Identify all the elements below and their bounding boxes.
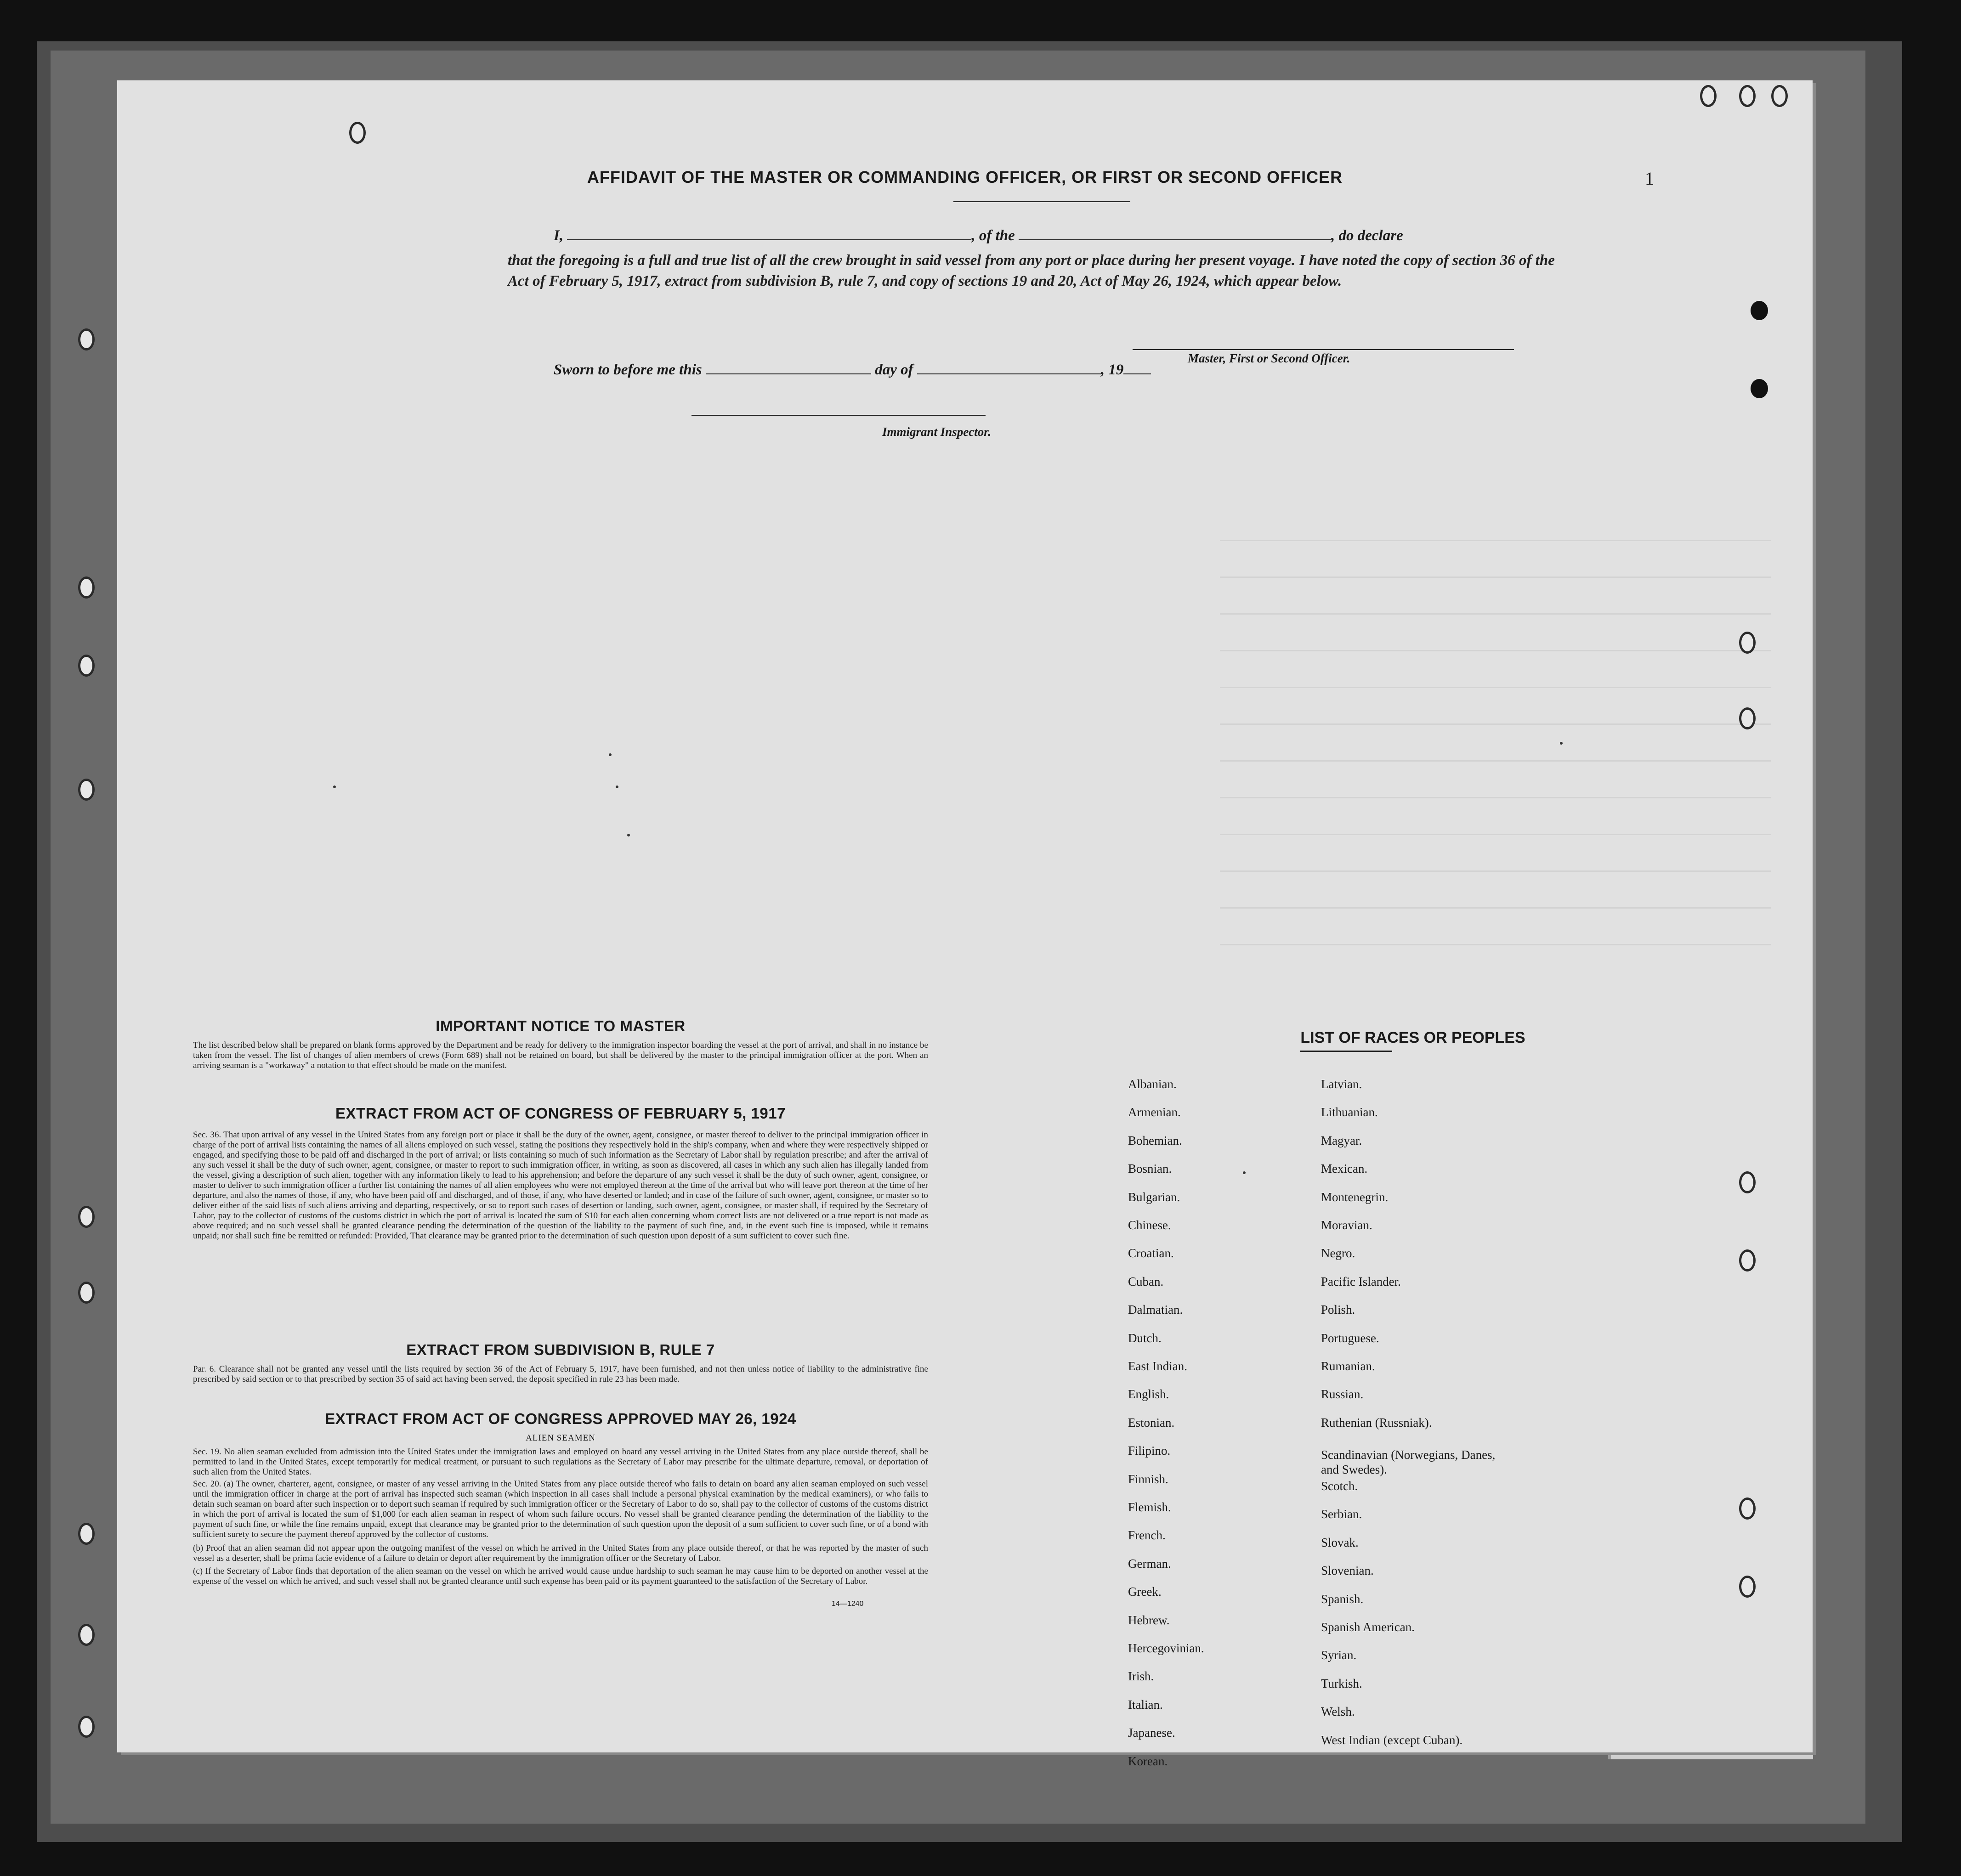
- race-item: Ruthenian (Russniak).: [1321, 1415, 1432, 1430]
- sworn-day-of: day of: [875, 362, 913, 378]
- race-item: Scotch.: [1321, 1479, 1358, 1493]
- punch-hole: [1739, 1576, 1756, 1598]
- race-item: Bosnian.: [1128, 1162, 1172, 1176]
- race-item: English.: [1128, 1387, 1169, 1401]
- speck: [627, 834, 630, 836]
- race-item: Greek.: [1128, 1585, 1162, 1599]
- race-item: Negro.: [1321, 1246, 1355, 1260]
- sec20b-text: (b) Proof that an alien seaman did not appear upon the outgoing manifest of the vessel on which he arrived in the United States from any place outside thereof, or that he was reported by the master of such vessel as a deserter, shall be prima facie evidence of a failure to detain or deport after requirement by the immigration officer or the Secretary of Labor.: [193, 1543, 928, 1563]
- form-number: 14—1240: [832, 1600, 864, 1608]
- name-blank[interactable]: [567, 226, 971, 240]
- race-item: Finnish.: [1128, 1472, 1168, 1486]
- extract-rule7-text: Par. 6. Clearance shall not be granted any vessel until the lists required by section 36 of the Act of February 5, 1917, have been furnished, and not then unless notice of liability to the administrative fine prescribed by said section or to that prescribed by section 35 of said act having been served, the deposit specified in rule 23 has been made.: [193, 1364, 928, 1384]
- punch-hole: [78, 1624, 95, 1646]
- race-item: Estonian.: [1128, 1415, 1175, 1430]
- race-item: Hercegovinian.: [1128, 1641, 1204, 1655]
- punch-hole: [78, 328, 95, 350]
- sworn-line: [554, 362, 1151, 379]
- notice-heading: IMPORTANT NOTICE TO MASTER: [436, 1017, 686, 1034]
- race-item: Portuguese.: [1321, 1331, 1379, 1345]
- race-item: Chinese.: [1128, 1218, 1171, 1232]
- extract-1917-text: Sec. 36. That upon arrival of any vessel in the United States from any foreign port or place it shall be the duty of the owner, agent, consignee, or master thereof to deliver to the principal immigration officer in charge of the port of arrival lists containing the names of all aliens employed on such vessel, stating the positions they respectively hold in the ship's company, when and where they were respectively shipped or engaged, and specifying those to be paid off and discharged in the port of arrival; or lists containing so much of such information as the Secretary of Labor shall by regulation prescribe; and after the arrival of any such vessel it shall be the duty of such owner, agent, consignee, or master to report to such immigration officer, in writing, as soon as discovered, all cases in which any such alien has illegally landed from the vessel, giving a description of such alien, together with any information likely to lead to his apprehension; and before the departure of any such vessel it shall be the duty of such owner, agent, consignee, or master to deliver to such immigration officer a further list containing the names of all alien employees who were not employed thereon at the time of the arrival but who will leave port thereon at the time of her departure, and also the names of those, if any, who have been paid off and discharged, and of those, if any, who have deserted or landed; and in case of the failure of such owner, agent, consignee, or master so to deliver either of the said lists of such aliens arriving and departing, respectively, or so to report such cases of desertion or landing, such owner, agent, consignee, or master shall, if required by the Secretary of Labor, pay to the collector of customs of the customs district in which the port of arrival is located the sum of $10 for each alien concerning whom correct lists are not delivered or a true report is not made as above required; and no such vessel shall be granted clearance pending the determination of the question of the liability to the payment of such fine, and, in the event such fine is imposed, while it remains unpaid; nor shall such fine be remitted or refunded: Provided, That clearance may be granted prior to the determination of such question upon deposit of a sum sufficient to cover such fine.: [193, 1130, 928, 1241]
- race-item: Pacific Islander.: [1321, 1274, 1401, 1288]
- race-item: Albanian.: [1128, 1077, 1177, 1091]
- race-item: Cuban.: [1128, 1274, 1164, 1288]
- race-item: Filipino.: [1128, 1444, 1171, 1458]
- vessel-blank[interactable]: [1019, 226, 1331, 240]
- race-item: Irish.: [1128, 1669, 1154, 1684]
- punch-hole: [1739, 85, 1756, 107]
- punch-hole: [78, 576, 95, 599]
- master-label: Master, First or Second Officer.: [1188, 351, 1350, 365]
- affidavit-of-the: , of the: [971, 227, 1015, 244]
- punch-hole: [1739, 1249, 1756, 1271]
- title-rule: [953, 201, 1130, 202]
- race-item: Russian.: [1321, 1387, 1364, 1401]
- affidavit-declaration-line: [554, 226, 1403, 244]
- punch-hole: [1751, 301, 1768, 320]
- race-item: Moravian.: [1321, 1218, 1372, 1232]
- speck: [333, 785, 336, 788]
- race-item: Bohemian.: [1128, 1133, 1182, 1147]
- punch-hole: [1771, 85, 1788, 107]
- race-item: Slovenian.: [1321, 1564, 1374, 1578]
- race-item: Lithuanian.: [1321, 1105, 1378, 1119]
- affidavit-i: I,: [554, 227, 564, 244]
- races-heading: LIST OF RACES OR PEOPLES: [1300, 1029, 1525, 1046]
- inspector-label: Immigrant Inspector.: [882, 425, 992, 439]
- sworn-year: , 19: [1100, 362, 1124, 378]
- speck: [1560, 742, 1563, 745]
- affidavit-title: AFFIDAVIT OF THE MASTER OR COMMANDING OFFICER, OR FIRST OR SECOND OFFICER: [587, 168, 1343, 186]
- punch-hole: [1751, 379, 1768, 398]
- speck: [616, 785, 618, 788]
- punch-hole: [78, 1206, 95, 1228]
- sec19-text: Sec. 19. No alien seaman excluded from admission into the United States under the immigration laws and employed on board any vessel arriving in the United States from any place outside thereof, shall be permitted to land in the United States, except temporarily for medical treatment, or pursuant to such regulations as the Secretary of Labor may prescribe for the ultimate departure, removal, or deportation of such alien from the United States.: [193, 1447, 928, 1477]
- punch-hole: [1739, 707, 1756, 729]
- race-item: Korean.: [1128, 1754, 1168, 1768]
- race-item: Serbian.: [1321, 1507, 1362, 1521]
- speck: [609, 753, 612, 756]
- race-item: Turkish.: [1321, 1676, 1362, 1690]
- sworn-prefix: Sworn to before me this: [554, 362, 702, 378]
- page-number: 1: [1645, 168, 1654, 189]
- punch-hole: [78, 655, 95, 677]
- race-item: German.: [1128, 1556, 1171, 1571]
- race-item: Flemish.: [1128, 1500, 1171, 1514]
- race-item: Polish.: [1321, 1303, 1355, 1317]
- punch-hole: [1739, 1497, 1756, 1520]
- race-item: Armenian.: [1128, 1105, 1181, 1119]
- race-item: Japanese.: [1128, 1726, 1175, 1740]
- punch-hole: [78, 1523, 95, 1545]
- race-item: Rumanian.: [1321, 1359, 1375, 1373]
- sec20a-text: Sec. 20. (a) The owner, charterer, agent, consignee, or master of any vessel arriving in the United States from any place outside thereof who fails to detain on board any alien seaman employed on such vessel until the immigration officer in charge at the port of arrival has inspected such seaman (which inspection in all cases shall include a personal physical examination by the medical examiners), or who fails to detain such seaman on board after such inspection or to deport such seaman if required by such immigration officer or the Secretary of Labor to do so, shall pay to the collector of customs of the customs district in which the port of arrival is located the sum of $1,000 for each alien seaman in respect of whom such failure occurs. No vessel shall be granted clearance pending the determination of the liability to the payment of such fine, or while the fine remains unpaid, except that clearance may be granted prior to the determination of such question upon the deposit of a sum sufficient to cover such fine, or of a bond with sufficient surety to secure the payment thereof approved by the collector of customs.: [193, 1479, 928, 1539]
- punch-hole: [1739, 1171, 1756, 1193]
- speck: [1243, 1171, 1246, 1174]
- race-item: Magyar.: [1321, 1133, 1362, 1147]
- race-item: West Indian (except Cuban).: [1321, 1733, 1463, 1747]
- race-item: French.: [1128, 1528, 1166, 1543]
- race-item: Latvian.: [1321, 1077, 1362, 1091]
- year-blank[interactable]: [1123, 362, 1151, 374]
- races-rule: [1300, 1051, 1392, 1052]
- extract-1917-heading: EXTRACT FROM ACT OF CONGRESS OF FEBRUARY 5, 1917: [335, 1105, 786, 1122]
- race-item: Hebrew.: [1128, 1613, 1170, 1627]
- race-item: Syrian.: [1321, 1648, 1357, 1662]
- punch-hole: [78, 1716, 95, 1738]
- race-item: Spanish American.: [1321, 1620, 1415, 1634]
- document-page: [117, 80, 1813, 1768]
- affidavit-do-declare: , do declare: [1331, 227, 1403, 244]
- extract-1924-heading: EXTRACT FROM ACT OF CONGRESS APPROVED MAY 26, 1924: [325, 1410, 796, 1427]
- punch-hole: [1700, 85, 1717, 107]
- race-item: Welsh.: [1321, 1705, 1355, 1719]
- race-item: Slovak.: [1321, 1535, 1359, 1549]
- race-item: Italian.: [1128, 1697, 1163, 1712]
- race-item: Bulgarian.: [1128, 1190, 1180, 1204]
- race-item: East Indian.: [1128, 1359, 1187, 1373]
- notice-text: The list described below shall be prepared on blank forms approved by the Department and be ready for delivery to the immigration inspector boarding the vessel at the port of arrival, and shall in no instance be taken from the vessel. The list of changes of alien members of crews (Form 689) shall not be retained on board, but shall be delivered by the master to the principal immigration officer at the port. When an arriving seaman is a "workaway" a notation to that effect should be made on the manifest.: [193, 1040, 928, 1070]
- race-item: Dutch.: [1128, 1331, 1162, 1345]
- day-blank[interactable]: [706, 362, 871, 374]
- month-blank[interactable]: [917, 362, 1101, 374]
- punch-hole: [78, 1282, 95, 1304]
- race-item: Dalmatian.: [1128, 1303, 1183, 1317]
- alien-seamen-heading: ALIEN SEAMEN: [526, 1433, 595, 1443]
- race-item: Mexican.: [1321, 1162, 1368, 1176]
- affidavit-paragraph: that the foregoing is a full and true list of all the crew brought in said vessel from any port or place during her present voyage. I have noted the copy of section 36 of the Act of February 5, 1917, extract from subdivision B, rule 7, and copy of sections 19 and 20, Act of May 26, 1924, which appear below.: [508, 252, 1555, 289]
- inspector-signature-line[interactable]: [691, 415, 986, 416]
- extract-rule7-heading: EXTRACT FROM SUBDIVISION B, RULE 7: [406, 1341, 715, 1358]
- race-item: Croatian.: [1128, 1246, 1174, 1260]
- punch-hole: [1739, 632, 1756, 654]
- race-item: Spanish.: [1321, 1592, 1364, 1606]
- race-item: Montenegrin.: [1321, 1190, 1389, 1204]
- punch-hole: [78, 779, 95, 801]
- punch-hole: [349, 122, 366, 144]
- race-item: Scandinavian (Norwegians, Danes, and Swedes).: [1321, 1448, 1496, 1477]
- sec20c-text: (c) If the Secretary of Labor finds that deportation of the alien seaman on the vessel on which he arrived would cause undue hardship to such seaman he may cause him to be deported on another vessel at the expense of the vessel on which he arrived, and such vessel shall not be granted clearance until such expense has been paid or its payment guaranteed to the satisfaction of the Secretary of Labor.: [193, 1566, 928, 1586]
- master-signature-line[interactable]: [1133, 349, 1514, 350]
